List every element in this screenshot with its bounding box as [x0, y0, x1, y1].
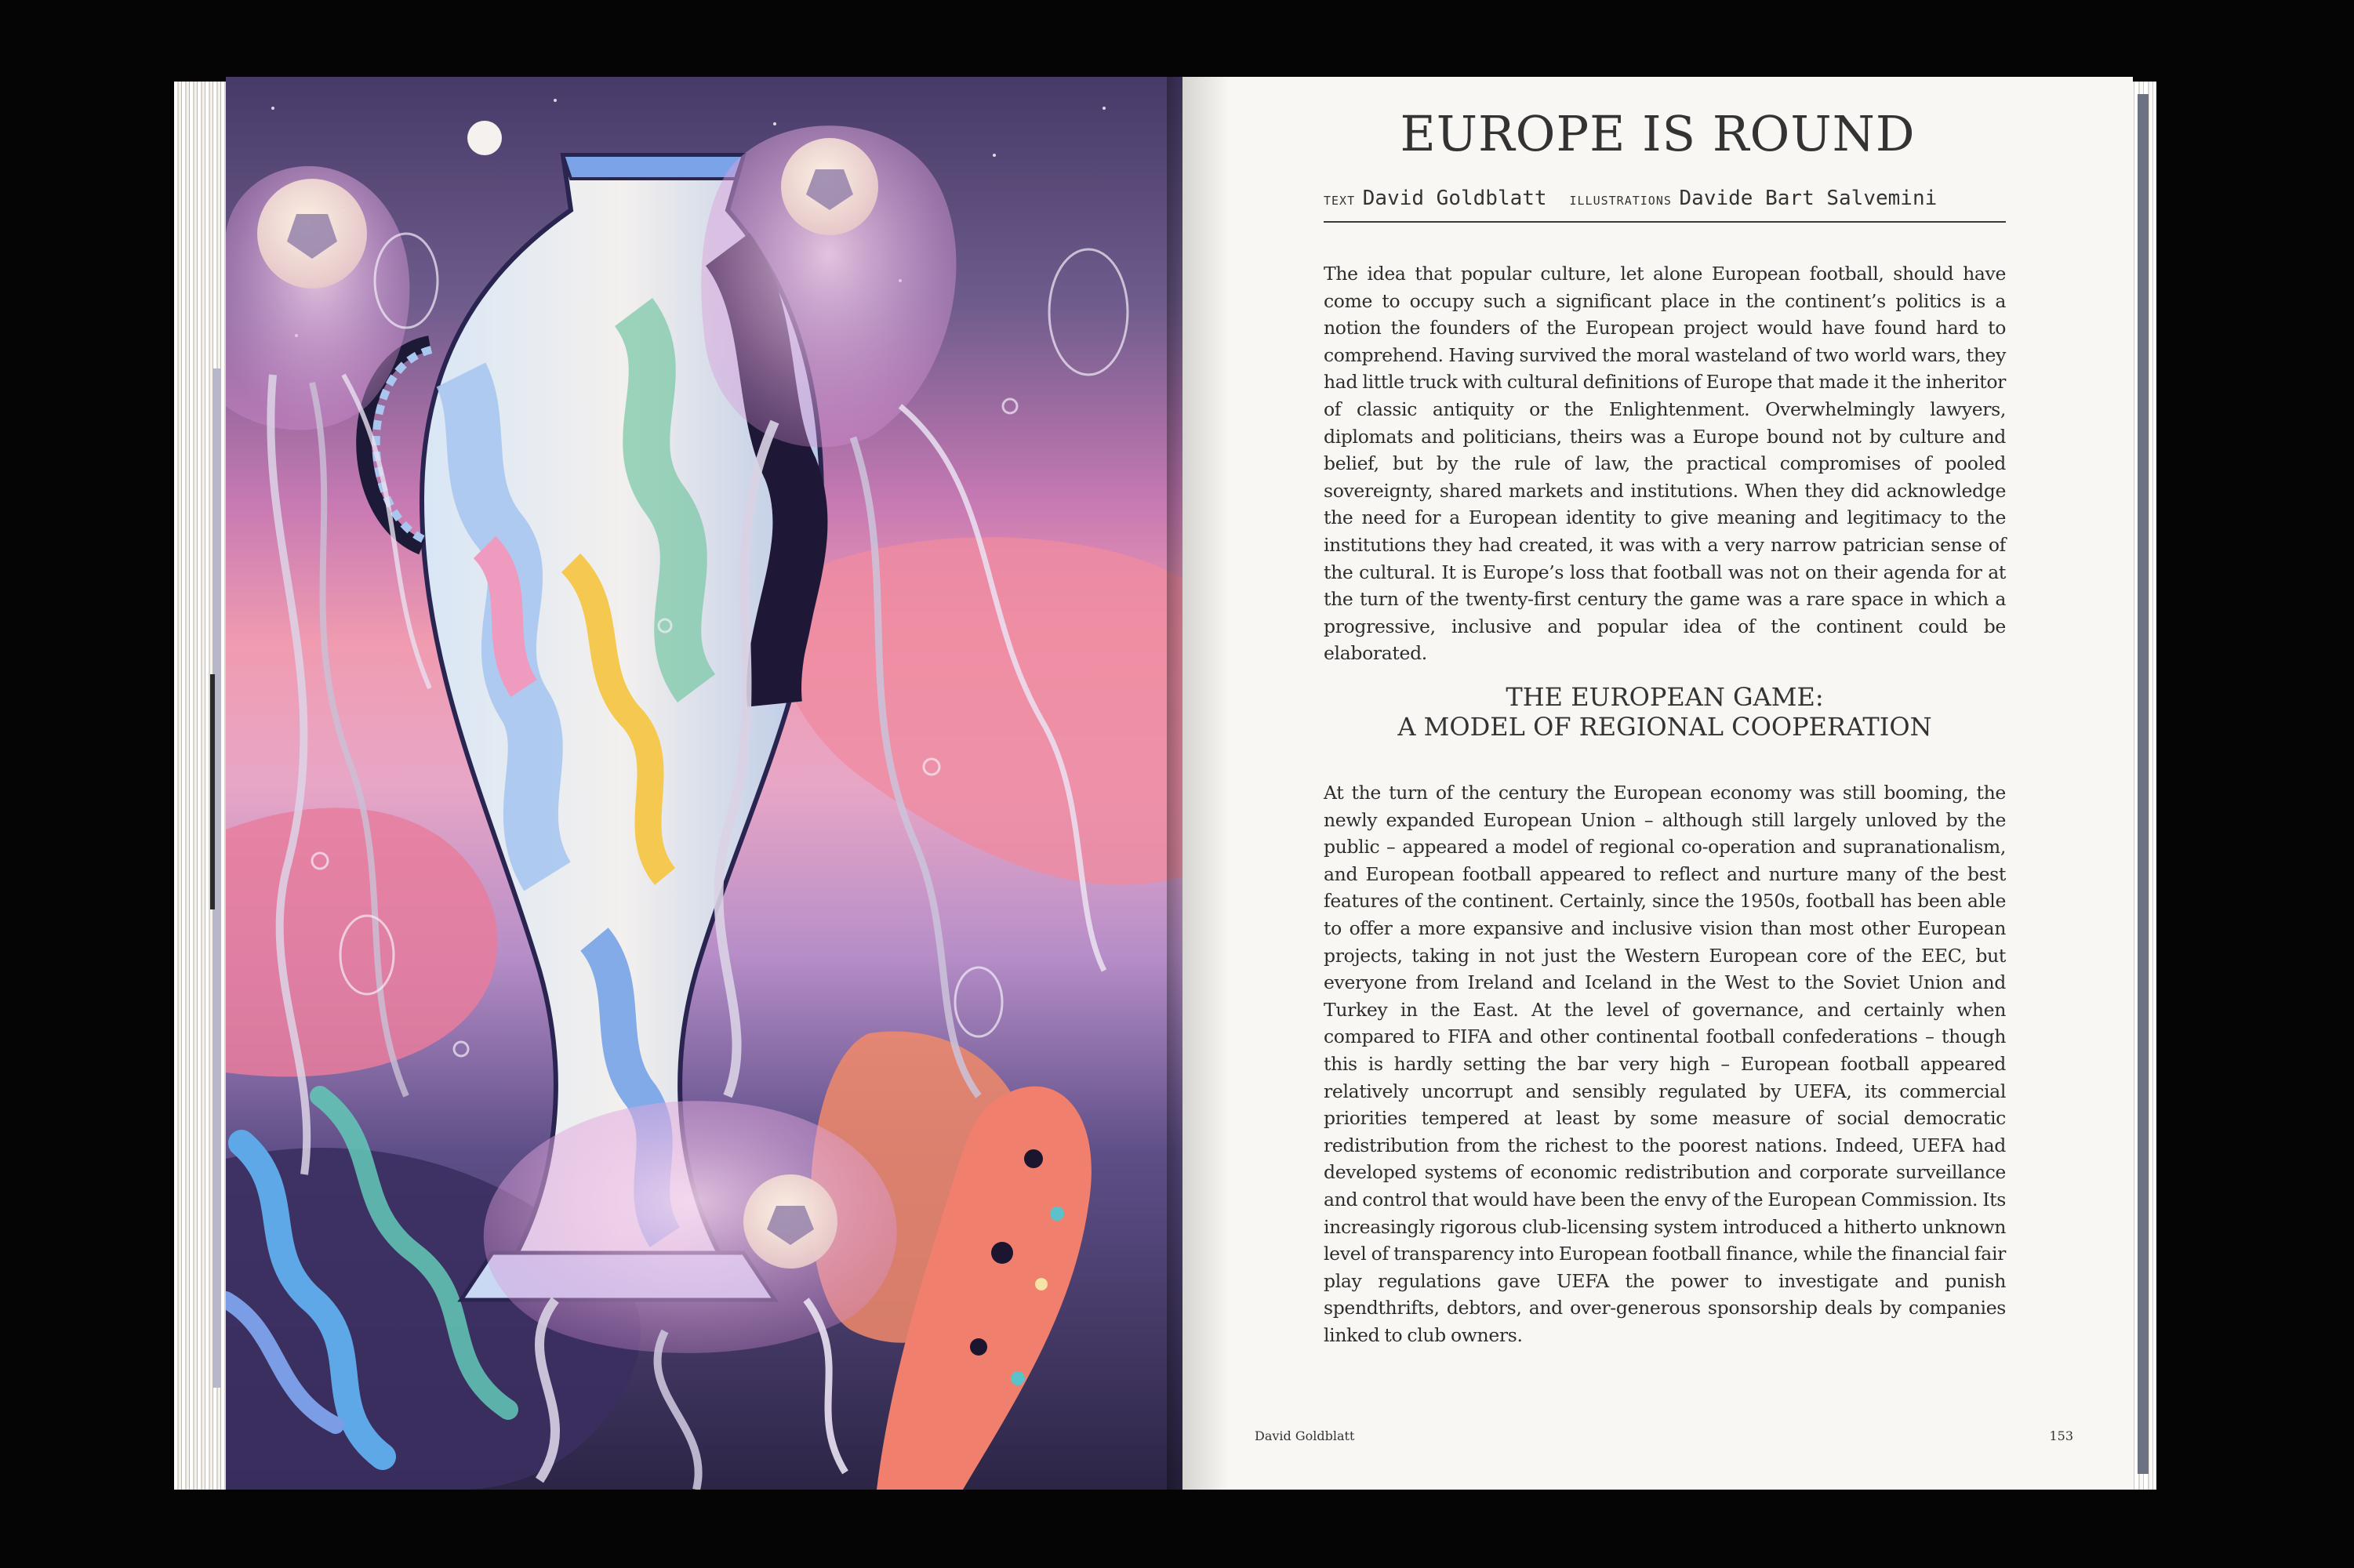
page-shadow: [1182, 77, 1230, 1490]
text-label: TEXT: [1324, 194, 1356, 208]
section-heading-line: A MODEL OF REGIONAL COOPERATION: [1397, 712, 1932, 742]
illustration-page: [226, 77, 1182, 1490]
left-page-edge-mark: [210, 674, 215, 909]
article-credits: [1324, 187, 2006, 223]
article-paragraph: At the turn of the century the European economy was still booming, the newly expanded European Union – although still largely unloved by the public – appeared a model of regional co-operation and supranationalism, and European football appeared to reflect and nurture many of the best features of the continent. Certainly, since the 1950s, football has been able to offer a more expansive and inclusive vision than most other European projects, taking in not just the Western European core of the EEC, but everyone from Ireland and Iceland in the West to the Soviet Union and Turkey in the East. At the level of governance, and certainly when compared to FIFA and other continental football confederations – though this is hardly setting the bar very high – European football appeared relatively uncorrupt and sensibly regulated by UEFA, its commercial priorities tempered at least by some measure of social democratic redistribution from the richest to the poorest nations. Indeed, UEFA had developed systems of economic redistribution and corporate surveillance and control that would have been the envy of the European Commission. Its increasingly rigorous club-licensing system introduced a hitherto unknown level of transparency into European football finance, while the financial fair play regulations gave UEFA the power to investigate and punish spendthrifts, debtors, and over-generous sponsorship deals by companies linked to club owners.: [1324, 782, 2006, 1346]
article-page: [1182, 77, 2133, 1490]
article-title: EUROPE IS ROUND: [1400, 105, 1916, 162]
running-footer-author: David Goldblatt: [1255, 1428, 1355, 1443]
illustrator-name: Davide Bart Salvemini: [1679, 187, 1938, 210]
section-heading-line: THE EUROPEAN GAME:: [1506, 682, 1824, 712]
right-page-edge-strip: [2138, 94, 2149, 1474]
illustrations-label: ILLUSTRATIONS: [1569, 194, 1672, 208]
section-heading: [1324, 682, 2006, 742]
page-number: 153: [2049, 1428, 2073, 1443]
jellyfish-trophy-illustration: [226, 77, 1182, 1490]
article-paragraph: The idea that popular culture, let alone European football, should have come to occupy such a significant place in the continent’s politics is a notion the founders of the European project would have found hard to comprehend. Having survived the moral wasteland of two world wars, they had little truck with cultural definitions of Europe that made it the inheritor of classic antiquity or the Enlightenment. Overwhelmingly lawyers, diplomats and politicians, theirs was a Europe bound not by culture and belief, but by the rule of law, the practical compromises of pooled sovereignty, shared markets and institutions. When they did acknowledge the need for a European identity to give meaning and legitimacy to the institutions they had created, it was with a very narrow patrician sense of the cultural. It is Europe’s loss that football was not on their agenda for at the turn of the twenty-first century the game was a rare space in which a progressive, inclusive and popular idea of the continent could be elaborated.: [1324, 263, 2006, 665]
moon: [467, 121, 502, 155]
author-name: David Goldblatt: [1362, 187, 1547, 210]
